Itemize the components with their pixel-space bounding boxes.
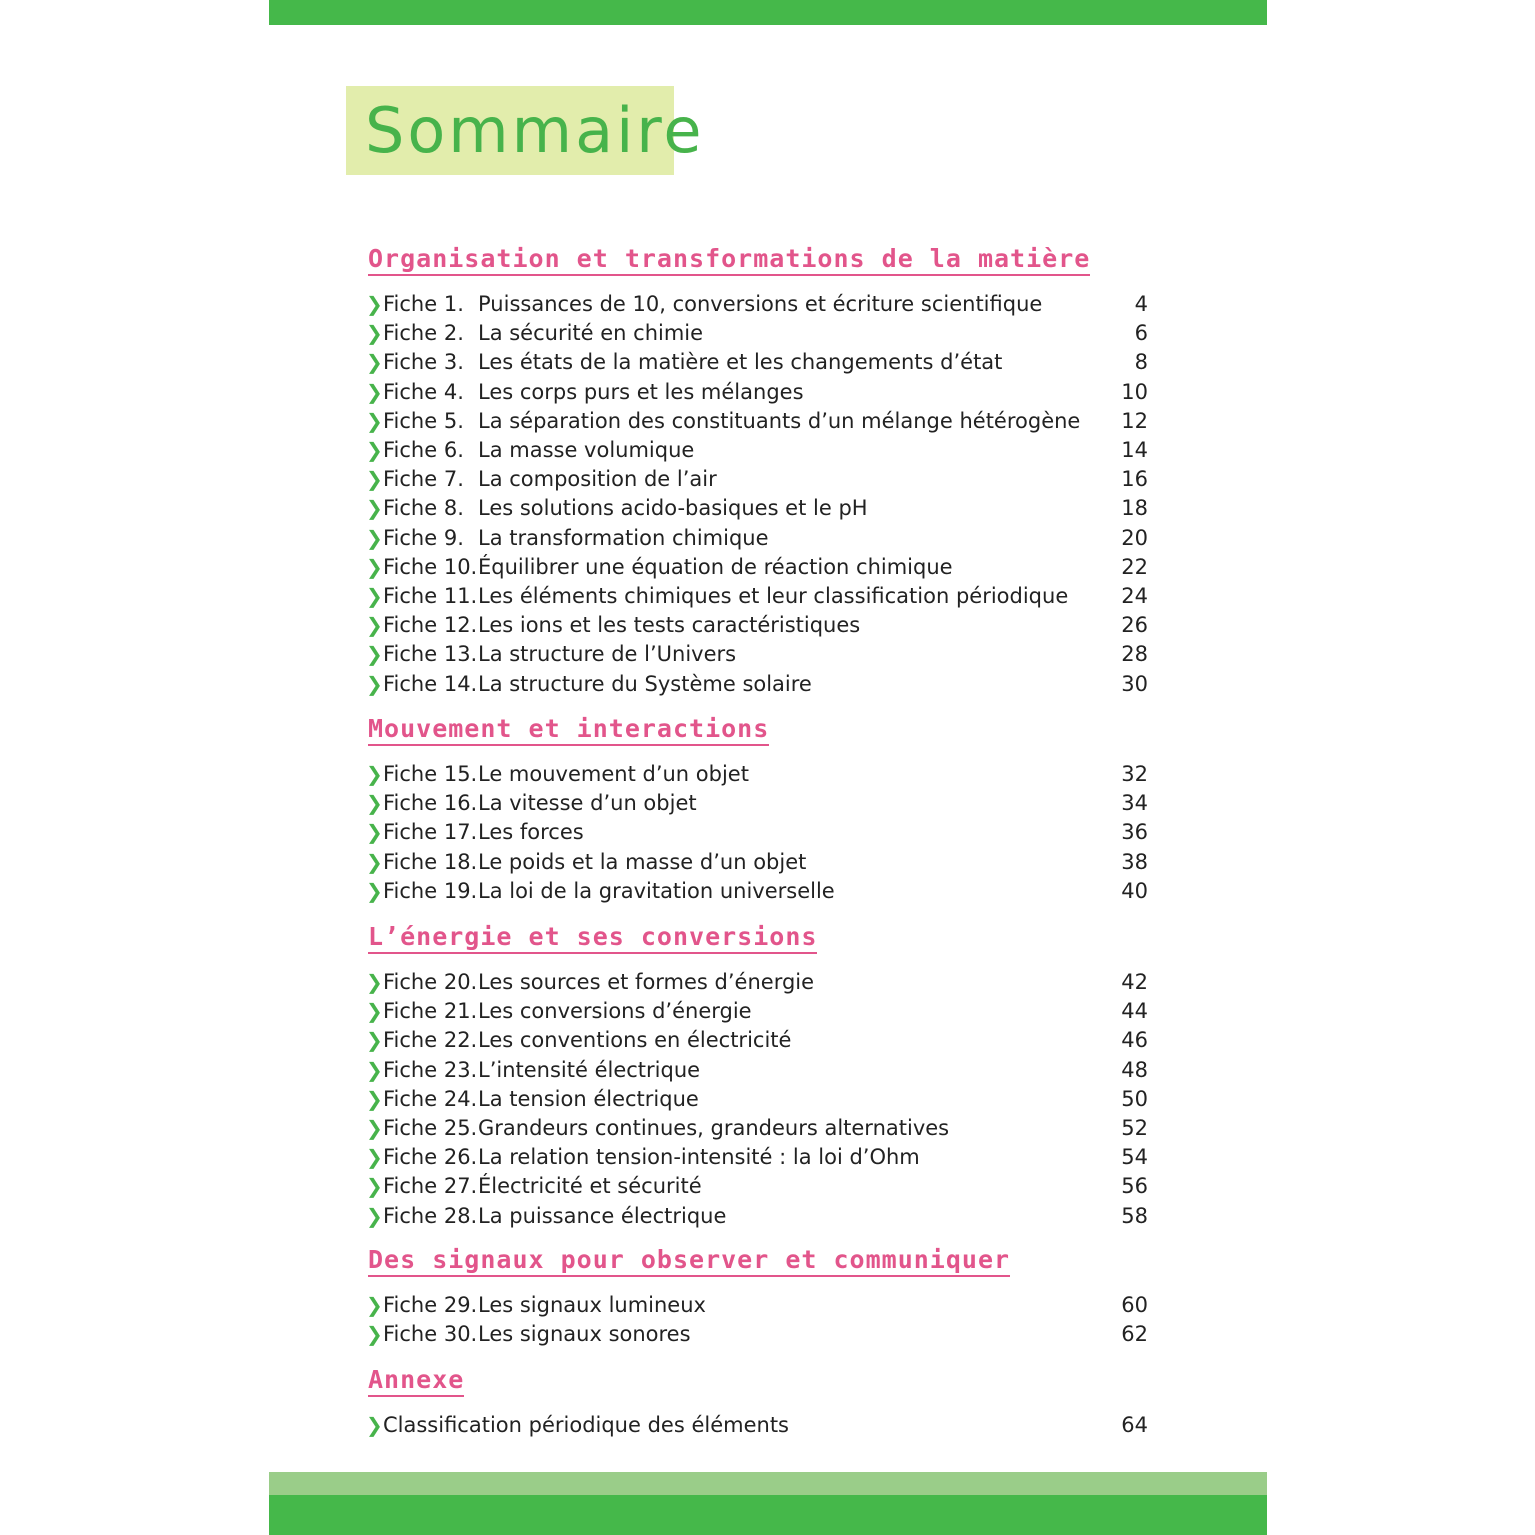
entry-page-number: 34 xyxy=(1121,791,1148,816)
toc-entry[interactable] xyxy=(366,524,1150,553)
entry-page-number: 46 xyxy=(1121,1028,1148,1053)
section-title: Mouvement et interactions xyxy=(368,714,769,746)
entry-ref: Fiche 5. xyxy=(383,408,464,433)
entry-ref: Fiche 26. xyxy=(383,1145,478,1170)
entry-page-number: 48 xyxy=(1121,1057,1148,1082)
toc-entry[interactable] xyxy=(366,553,1150,582)
entry-page-number: 20 xyxy=(1121,525,1148,550)
toc-entry[interactable] xyxy=(366,319,1150,348)
chevron-right-icon: ❯ xyxy=(366,970,383,994)
entry-ref: Fiche 17. xyxy=(383,820,478,845)
entry-title: Puissances de 10, conversions et écriture scientifique xyxy=(478,292,1043,316)
toc-entry[interactable] xyxy=(366,465,1150,494)
top-green-bar xyxy=(269,0,1267,25)
entry-title: Les signaux sonores xyxy=(478,1322,691,1347)
toc-entry[interactable] xyxy=(366,1202,1150,1231)
entry-page-number: 28 xyxy=(1121,642,1148,667)
section-title: L’énergie et ses conversions xyxy=(368,922,817,954)
entry-ref: Fiche 28. xyxy=(383,1203,478,1228)
toc-entry[interactable] xyxy=(366,290,1150,319)
toc-entry[interactable] xyxy=(366,1056,1150,1085)
toc-entry[interactable] xyxy=(366,611,1150,640)
toc-entry[interactable] xyxy=(366,1026,1150,1055)
entry-page-number: 40 xyxy=(1121,878,1148,903)
chevron-right-icon: ❯ xyxy=(366,1086,383,1111)
entry-title: Les forces xyxy=(478,820,584,845)
chevron-right-icon: ❯ xyxy=(366,791,383,816)
toc-entry[interactable] xyxy=(366,348,1150,377)
chevron-right-icon: ❯ xyxy=(366,467,383,492)
entry-page-number: 36 xyxy=(1121,820,1148,845)
entry-title: La séparation des constituants d’un mélange hétérogène xyxy=(478,408,1081,433)
entry-page-number: 8 xyxy=(1134,350,1148,375)
entry-title: La vitesse d’un objet xyxy=(478,791,697,816)
entry-ref: Fiche 30. xyxy=(383,1322,478,1347)
toc-entry[interactable] xyxy=(366,640,1150,669)
toc-entry[interactable] xyxy=(366,582,1150,611)
entry-page-number: 64 xyxy=(1121,1413,1148,1437)
entry-ref: Fiche 24. xyxy=(383,1086,478,1111)
entry-ref: Fiche 13. xyxy=(383,642,478,667)
entry-title: Les ions et les tests caractéristiques xyxy=(478,613,861,638)
chevron-right-icon: ❯ xyxy=(366,999,383,1024)
toc-entry[interactable] xyxy=(366,760,1150,789)
chevron-right-icon: ❯ xyxy=(366,613,383,638)
entry-ref: Fiche 8. xyxy=(383,496,464,521)
entry-title: Les corps purs et les mélanges xyxy=(478,379,804,404)
toc-entry[interactable] xyxy=(366,1320,1150,1349)
entry-ref: Fiche 12. xyxy=(383,613,478,638)
entry-title: Grandeurs continues, grandeurs alternatives xyxy=(478,1116,950,1140)
entry-page-number: 32 xyxy=(1121,762,1148,786)
entry-ref: Fiche 18. xyxy=(383,849,478,874)
entry-title: Les sources et formes d’énergie xyxy=(478,970,815,994)
entry-ref: Fiche 3. xyxy=(383,350,464,375)
chevron-right-icon: ❯ xyxy=(366,584,383,608)
chevron-right-icon: ❯ xyxy=(366,496,383,521)
toc-entry[interactable] xyxy=(366,1411,1150,1440)
entry-title: Équilibrer une équation de réaction chimique xyxy=(478,554,953,579)
entry-page-number: 44 xyxy=(1121,999,1148,1024)
entry-title: Les conventions en électricité xyxy=(478,1028,792,1053)
bottom-green-bar xyxy=(269,1495,1267,1535)
entry-title: La sécurité en chimie xyxy=(478,321,704,346)
chevron-right-icon: ❯ xyxy=(366,321,383,346)
toc-entry[interactable] xyxy=(366,1114,1150,1143)
chevron-right-icon: ❯ xyxy=(366,849,383,874)
entry-title: La loi de la gravitation universelle xyxy=(478,878,835,903)
toc-entry[interactable] xyxy=(366,848,1150,877)
entry-title: La structure du Système solaire xyxy=(478,671,812,696)
entry-page-number: 26 xyxy=(1121,613,1148,638)
entry-title: La composition de l’air xyxy=(478,467,717,492)
entry-ref: Fiche 22. xyxy=(383,1028,478,1053)
entry-title: La puissance électrique xyxy=(478,1203,727,1228)
chevron-right-icon: ❯ xyxy=(366,1116,383,1140)
chevron-right-icon: ❯ xyxy=(366,438,383,462)
chevron-right-icon: ❯ xyxy=(366,1203,383,1228)
chevron-right-icon: ❯ xyxy=(366,408,383,433)
entry-page-number: 22 xyxy=(1121,554,1148,579)
entry-page-number: 54 xyxy=(1121,1145,1148,1170)
entry-title: Le poids et la masse d’un objet xyxy=(478,849,807,874)
toc-entry[interactable] xyxy=(366,436,1150,465)
toc-entry[interactable] xyxy=(366,1085,1150,1114)
entry-title: La relation tension-intensité : la loi d’Ohm xyxy=(478,1145,920,1170)
bottom-light-green-bar xyxy=(269,1472,1267,1495)
entry-ref: Fiche 21. xyxy=(383,999,478,1024)
entry-title: Les solutions acido-basiques et le pH xyxy=(478,496,868,521)
entry-ref: Fiche 11. xyxy=(383,584,478,608)
chevron-right-icon: ❯ xyxy=(366,671,383,696)
toc-entry[interactable] xyxy=(366,877,1150,906)
page-title: Sommaire xyxy=(365,94,705,167)
entry-page-number: 16 xyxy=(1121,467,1148,492)
toc-entry[interactable] xyxy=(366,968,1150,997)
chevron-right-icon: ❯ xyxy=(366,1028,383,1053)
entry-page-number: 24 xyxy=(1121,584,1148,608)
chevron-right-icon: ❯ xyxy=(366,878,383,903)
entry-title: La masse volumique xyxy=(478,438,695,462)
entry-ref: Fiche 20. xyxy=(383,970,478,994)
chevron-right-icon: ❯ xyxy=(366,1057,383,1082)
chevron-right-icon: ❯ xyxy=(366,379,383,404)
entry-page-number: 60 xyxy=(1121,1293,1148,1317)
chevron-right-icon: ❯ xyxy=(366,1145,383,1170)
entry-page-number: 10 xyxy=(1121,379,1148,404)
section-title: Annexe xyxy=(368,1365,464,1397)
chevron-right-icon: ❯ xyxy=(366,1293,383,1317)
entry-ref: Fiche 25. xyxy=(383,1116,478,1140)
entry-ref: Fiche 14. xyxy=(383,671,478,696)
toc-entry[interactable] xyxy=(366,789,1150,818)
chevron-right-icon: ❯ xyxy=(366,762,383,786)
entry-title: Les signaux lumineux xyxy=(478,1293,706,1317)
entry-title: La structure de l’Univers xyxy=(478,642,737,667)
entry-page-number: 58 xyxy=(1121,1203,1148,1228)
entry-page-number: 30 xyxy=(1121,671,1148,696)
entry-ref: Fiche 16. xyxy=(383,791,478,816)
toc-entry[interactable] xyxy=(366,1291,1150,1320)
entry-ref: Fiche 19. xyxy=(383,878,478,903)
entry-ref: Fiche 23. xyxy=(383,1057,478,1082)
toc-entry[interactable] xyxy=(366,997,1150,1026)
entry-page-number: 6 xyxy=(1134,321,1148,346)
chevron-right-icon: ❯ xyxy=(366,554,383,579)
chevron-right-icon: ❯ xyxy=(366,292,383,316)
entry-title: Électricité et sécurité xyxy=(478,1174,702,1199)
entry-title: Classification périodique des éléments xyxy=(383,1413,789,1437)
chevron-right-icon: ❯ xyxy=(366,350,383,375)
chevron-right-icon: ❯ xyxy=(366,820,383,845)
toc-entry[interactable] xyxy=(366,1172,1150,1201)
entry-ref: Fiche 10. xyxy=(383,554,478,579)
entry-ref: Fiche 29. xyxy=(383,1293,478,1317)
entry-ref: Fiche 4. xyxy=(383,379,464,404)
toc-entry[interactable] xyxy=(366,378,1150,407)
entry-title: Les conversions d’énergie xyxy=(478,999,752,1024)
entry-title: La transformation chimique xyxy=(478,525,769,550)
entry-page-number: 18 xyxy=(1121,496,1148,521)
entry-title: Les états de la matière et les changements d’état xyxy=(478,350,1003,375)
entry-ref: Fiche 15. xyxy=(383,762,478,786)
entry-page-number: 38 xyxy=(1121,849,1148,874)
entry-title: L’intensité électrique xyxy=(478,1057,701,1082)
entry-page-number: 42 xyxy=(1121,970,1148,994)
entry-page-number: 14 xyxy=(1121,438,1148,462)
entry-page-number: 62 xyxy=(1121,1322,1148,1347)
toc-entry[interactable] xyxy=(366,494,1150,523)
entry-ref: Fiche 2. xyxy=(383,321,464,346)
chevron-right-icon: ❯ xyxy=(366,1322,383,1347)
entry-page-number: 4 xyxy=(1134,292,1148,316)
toc-entry[interactable] xyxy=(366,818,1150,847)
chevron-right-icon: ❯ xyxy=(366,525,383,550)
entry-title: La tension électrique xyxy=(478,1086,699,1111)
toc-entry[interactable] xyxy=(366,670,1150,699)
entry-ref: Fiche 27. xyxy=(383,1174,478,1199)
toc-entry[interactable] xyxy=(366,407,1150,436)
entry-page-number: 56 xyxy=(1121,1174,1148,1199)
entry-page-number: 12 xyxy=(1121,408,1148,433)
entry-ref: Fiche 7. xyxy=(383,467,464,492)
section-title: Organisation et transformations de la matière xyxy=(368,244,1090,276)
entry-ref: Fiche 1. xyxy=(383,292,464,316)
entry-ref: Fiche 6. xyxy=(383,438,464,462)
chevron-right-icon: ❯ xyxy=(366,642,383,667)
chevron-right-icon: ❯ xyxy=(366,1413,383,1437)
entry-title: Le mouvement d’un objet xyxy=(478,762,749,786)
chevron-right-icon: ❯ xyxy=(366,1174,383,1199)
entry-page-number: 50 xyxy=(1121,1086,1148,1111)
entry-title: Les éléments chimiques et leur classification périodique xyxy=(478,584,1069,608)
section-title: Des signaux pour observer et communiquer xyxy=(368,1245,1010,1277)
entry-page-number: 52 xyxy=(1121,1116,1148,1140)
toc-entry[interactable] xyxy=(366,1143,1150,1172)
entry-ref: Fiche 9. xyxy=(383,525,464,550)
